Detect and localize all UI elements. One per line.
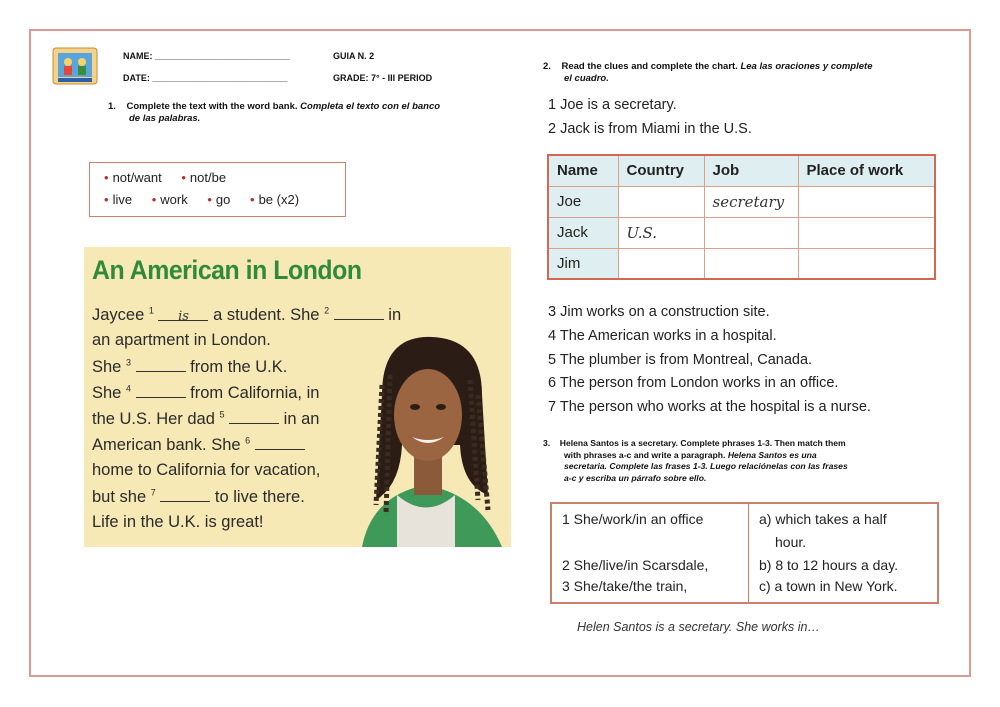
story-line: Jaycee $^1$ is a student. She $^2$ in (92, 305, 402, 324)
table-row (551, 503, 938, 603)
chart-header-job: Job (704, 155, 798, 186)
chart-cell[interactable] (704, 248, 798, 279)
section1-spanish-2: de las palabras. (129, 113, 201, 124)
grade-label: GRADE: 7° - III PERIOD (333, 73, 433, 83)
blank-4[interactable] (136, 383, 186, 398)
section1-number: 1. (108, 101, 116, 112)
story-line: an apartment in London. (92, 331, 271, 349)
chart-cell: Jim (548, 248, 618, 279)
clue-3: 3 Jim works on a construction site. (548, 304, 770, 320)
chart-cell[interactable] (798, 217, 935, 248)
example-paragraph: Helen Santos is a secretary. She works in… (577, 620, 820, 634)
word-bank-item: • live (104, 192, 133, 207)
clue-6: 6 The person from London works in an office. (548, 375, 839, 391)
chart-cell: Joe (548, 186, 618, 217)
phrases-table (550, 502, 939, 604)
story-line: American bank. She $^6$ (92, 435, 305, 455)
word-bank-item: • work (151, 192, 188, 207)
section1-text: Complete the text with the word bank. (126, 101, 298, 112)
section1-instructions (108, 101, 440, 125)
word-bank-item: • go (207, 192, 231, 207)
phrases-left: 1 She/work/in an office 2 She/live/in Scarsdale, 3 She/take/the train, (551, 503, 749, 603)
blank-7[interactable] (160, 487, 210, 502)
chart-cell[interactable] (704, 217, 798, 248)
story-line: She $^3$ from the U.K. (92, 357, 288, 376)
word-bank-item: • not/be (181, 170, 227, 185)
section3-instructions: 3. Helena Santos is a secretary. Complete phrases 1-3. Then match them with phrases a-c and write a paragraph. Helena Santos es una secretaria. Complete las frases 1-3. Luego relaciónelas con las frases a-c y escriba un párrafo sobre ello. (543, 438, 848, 483)
story-line: home to California for vacation, (92, 461, 321, 479)
clue-chart (547, 154, 936, 280)
blank-5[interactable] (229, 409, 279, 424)
guia-number: GUIA N. 2 (333, 51, 375, 61)
table-row (548, 217, 935, 248)
blank-6[interactable] (255, 435, 305, 450)
chart-header-name: Name (548, 155, 618, 186)
story-line: but she $^7$ to live there. (92, 487, 305, 506)
clue-1: 1 Joe is a secretary. (548, 97, 677, 113)
name-field-label: NAME: ___________________________ (123, 51, 291, 61)
blank-3[interactable] (136, 357, 186, 372)
table-row (548, 248, 935, 279)
chart-header-place: Place of work (798, 155, 935, 186)
story-line: She $^4$ from California, in (92, 383, 320, 402)
date-field-label: DATE: ___________________________ (123, 73, 288, 83)
chart-header-row (548, 155, 935, 186)
story-line: the U.S. Her dad $^5$ in an (92, 409, 320, 428)
word-bank-item: • not/want (104, 170, 162, 185)
section2-instructions: 2. Read the clues and complete the chart. Lea las oraciones y complete el cuadro. (543, 61, 873, 84)
chart-cell[interactable] (618, 186, 704, 217)
reading-passage (84, 247, 511, 547)
chart-cell[interactable] (798, 186, 935, 217)
phrases-right: a) which takes a half hour. b) 8 to 12 hours a day. c) a town in New York. (749, 503, 939, 603)
clue-4: 4 The American works in a hospital. (548, 328, 777, 344)
word-bank-item: • be (x2) (250, 192, 300, 207)
word-bank (89, 162, 346, 217)
table-row (548, 186, 935, 217)
school-logo-icon (52, 42, 98, 88)
chart-cell[interactable]: secretary (704, 186, 798, 217)
chart-cell[interactable] (798, 248, 935, 279)
clue-7: 7 The person who works at the hospital is a nurse. (548, 399, 871, 415)
chart-cell[interactable] (618, 248, 704, 279)
section1-spanish-1: Completa el texto con el banco (300, 101, 441, 112)
clue-2: 2 Jack is from Miami in the U.S. (548, 121, 752, 137)
blank-2[interactable] (334, 305, 384, 320)
story-line: Life in the U.K. is great! (92, 513, 264, 531)
blank-1-answer[interactable]: is (158, 306, 208, 321)
chart-cell: Jack (548, 217, 618, 248)
chart-cell[interactable]: U.S. (618, 217, 704, 248)
chart-header-country: Country (618, 155, 704, 186)
student-photo (342, 325, 511, 547)
clue-5: 5 The plumber is from Montreal, Canada. (548, 352, 813, 368)
story-title: An American in London (92, 255, 362, 285)
